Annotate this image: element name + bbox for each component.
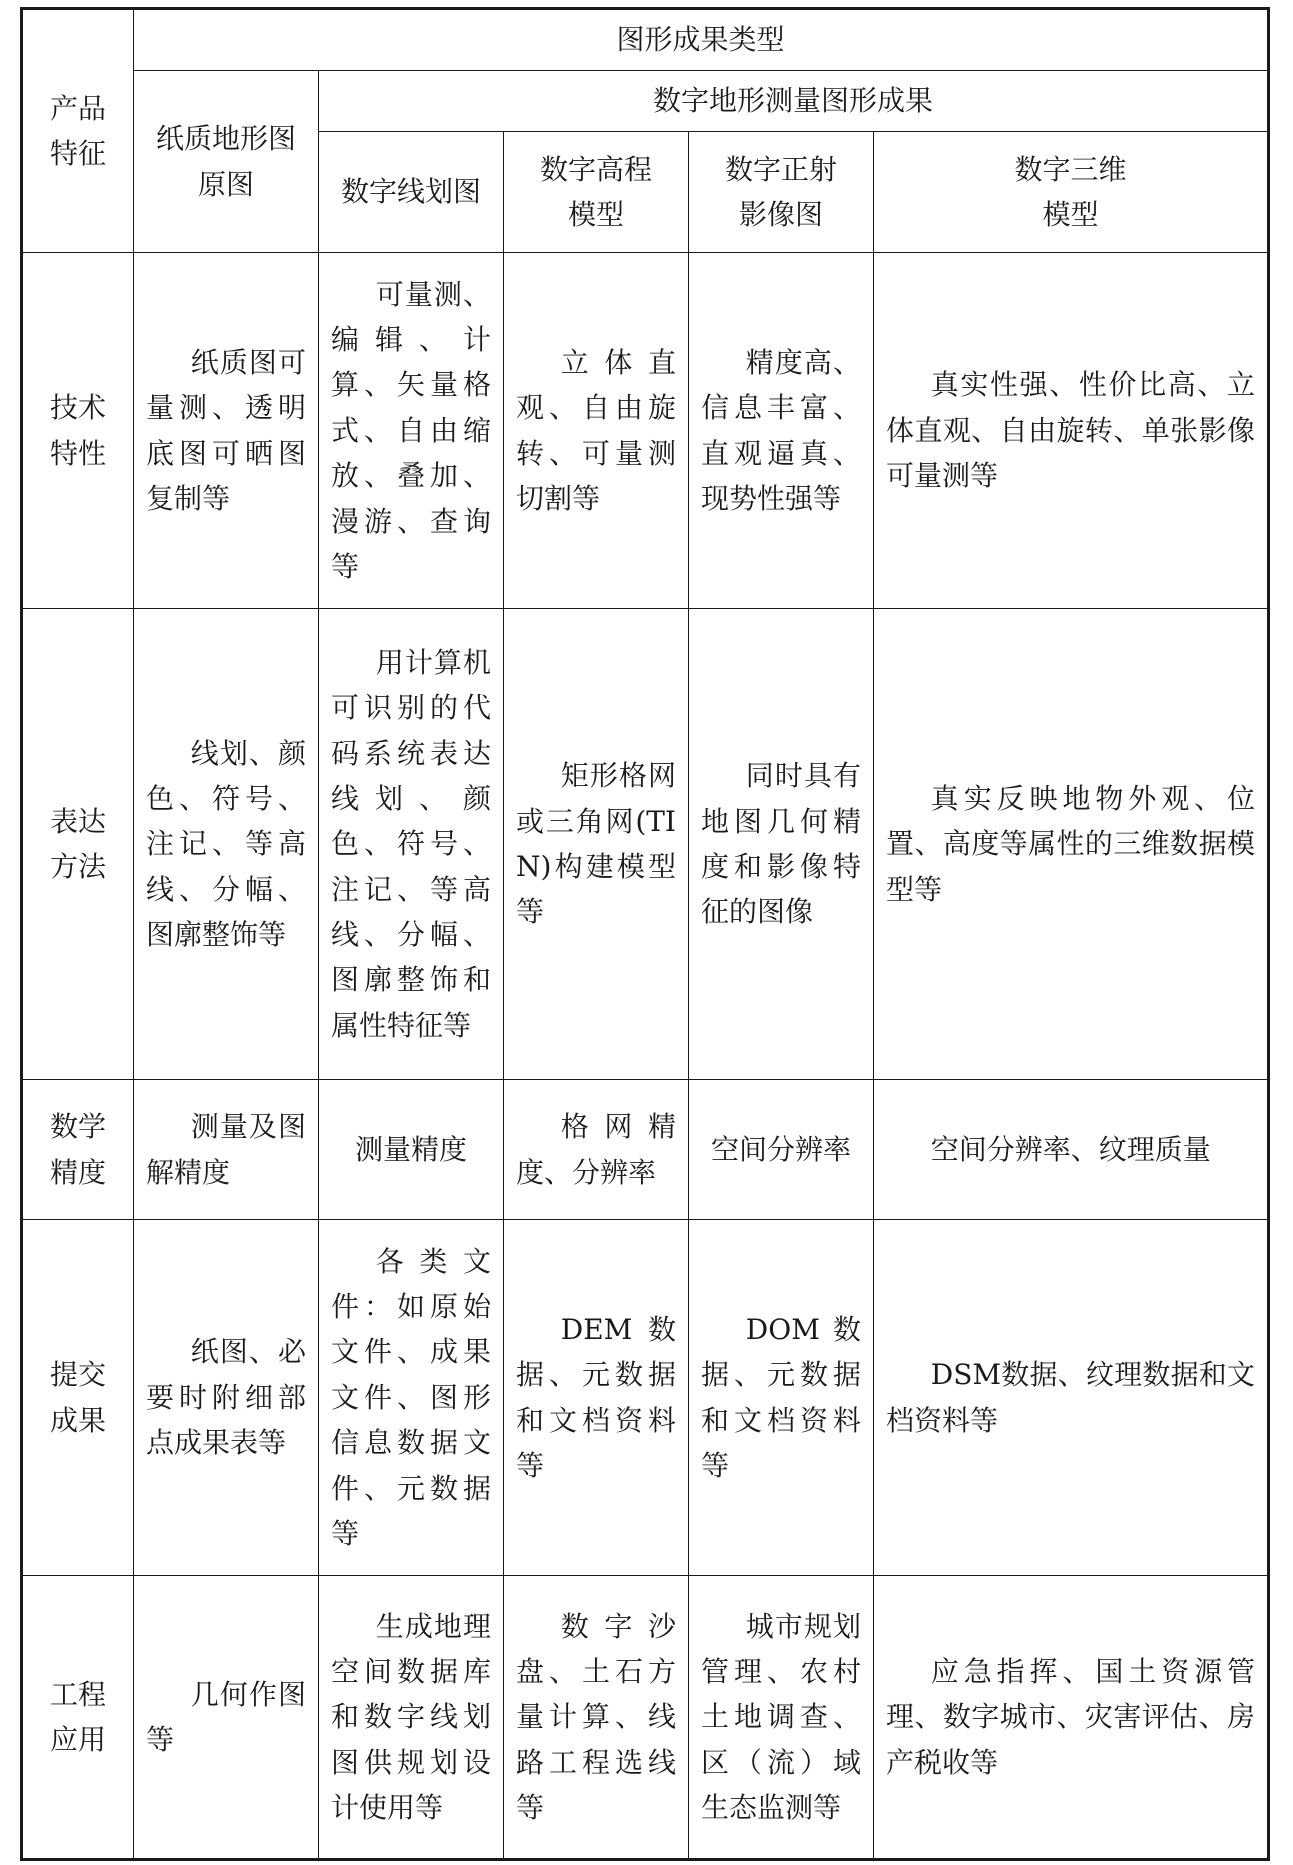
- cell-deliverables-dem: DEM数据、元数据和文档资料等: [504, 1220, 689, 1576]
- cell-application-paper: 几何作图等: [134, 1576, 319, 1860]
- table-row-deliverables: [22, 1220, 1269, 1576]
- cell-accuracy-dom: 空间分辨率: [689, 1080, 874, 1220]
- table-row-accuracy: [22, 1080, 1269, 1220]
- cell-accuracy-dlg: 测量精度: [319, 1080, 504, 1220]
- cell-application-dom: 城市规划管理、农村土地调查、区（流）域生态监测等: [689, 1576, 874, 1860]
- header-dom: 数字正射 影像图: [689, 132, 874, 253]
- cell-deliverables-dsm: DSM数据、纹理数据和文档资料等: [874, 1220, 1269, 1576]
- product-comparison-table: [20, 7, 1270, 1861]
- cell-accuracy-dem: 格网精度、分辨率: [504, 1080, 689, 1220]
- cell-expression-dem: 矩形格网或三角网(TIN)构建模型等: [504, 609, 689, 1080]
- cell-expression-dom: 同时具有地图几何精度和影像特征的图像: [689, 609, 874, 1080]
- cell-application-dem: 数字沙盘、土石方量计算、线路工程选线等: [504, 1576, 689, 1860]
- cell-expression-dsm: 真实反映地物外观、位置、高度等属性的三维数据模型等: [874, 609, 1269, 1080]
- header-dlg: 数字线划图: [319, 132, 504, 253]
- cell-deliverables-paper: 纸图、必要时附细部点成果表等: [134, 1220, 319, 1576]
- header-paper-map: 纸质地形图 原图: [134, 71, 319, 253]
- cell-tech-dom: 精度高、信息丰富、直观逼真、现势性强等: [689, 253, 874, 609]
- cell-expression-dlg: 用计算机可识别的代码系统表达线划、颜色、符号、注记、等高线、分幅、图廓整饰和属性特征等: [319, 609, 504, 1080]
- cell-tech-dsm: 真实性强、性价比高、立体直观、自由旋转、单张影像可量测等: [874, 253, 1269, 609]
- cell-tech-paper: 纸质图可量测、透明底图可晒图复制等: [134, 253, 319, 609]
- header-product-feature: 产品 特征: [22, 9, 134, 253]
- header-type-title: 图形成果类型: [134, 9, 1269, 71]
- row-label-application: 工程 应用: [22, 1576, 134, 1860]
- table-row-tech: [22, 253, 1269, 609]
- header-row-1: [22, 9, 1269, 71]
- table-row-expression: [22, 609, 1269, 1080]
- table-row-application: [22, 1576, 1269, 1860]
- header-row-2: [22, 71, 1269, 132]
- cell-tech-dem: 立体直观、自由旋转、可量测切割等: [504, 253, 689, 609]
- cell-deliverables-dlg: 各类文件：如原始文件、成果文件、图形信息数据文件、元数据等: [319, 1220, 504, 1576]
- row-label-accuracy: 数学 精度: [22, 1080, 134, 1220]
- cell-accuracy-dsm: 空间分辨率、纹理质量: [874, 1080, 1269, 1220]
- row-label-expression: 表达 方法: [22, 609, 134, 1080]
- row-label-deliverables: 提交 成果: [22, 1220, 134, 1576]
- cell-expression-paper: 线划、颜色、符号、注记、等高线、分幅、图廓整饰等: [134, 609, 319, 1080]
- cell-deliverables-dom: DOM数据、元数据和文档资料等: [689, 1220, 874, 1576]
- cell-application-dlg: 生成地理空间数据库和数字线划图供规划设计使用等: [319, 1576, 504, 1860]
- header-dem: 数字高程 模型: [504, 132, 689, 253]
- cell-accuracy-paper: 测量及图解精度: [134, 1080, 319, 1220]
- cell-tech-dlg: 可量测、编辑、计算、矢量格式、自由缩放、叠加、漫游、查询等: [319, 253, 504, 609]
- cell-application-dsm: 应急指挥、国土资源管理、数字城市、灾害评估、房产税收等: [874, 1576, 1269, 1860]
- header-digital-group: 数字地形测量图形成果: [319, 71, 1269, 132]
- header-dsm: 数字三维 模型: [874, 132, 1269, 253]
- row-label-tech: 技术 特性: [22, 253, 134, 609]
